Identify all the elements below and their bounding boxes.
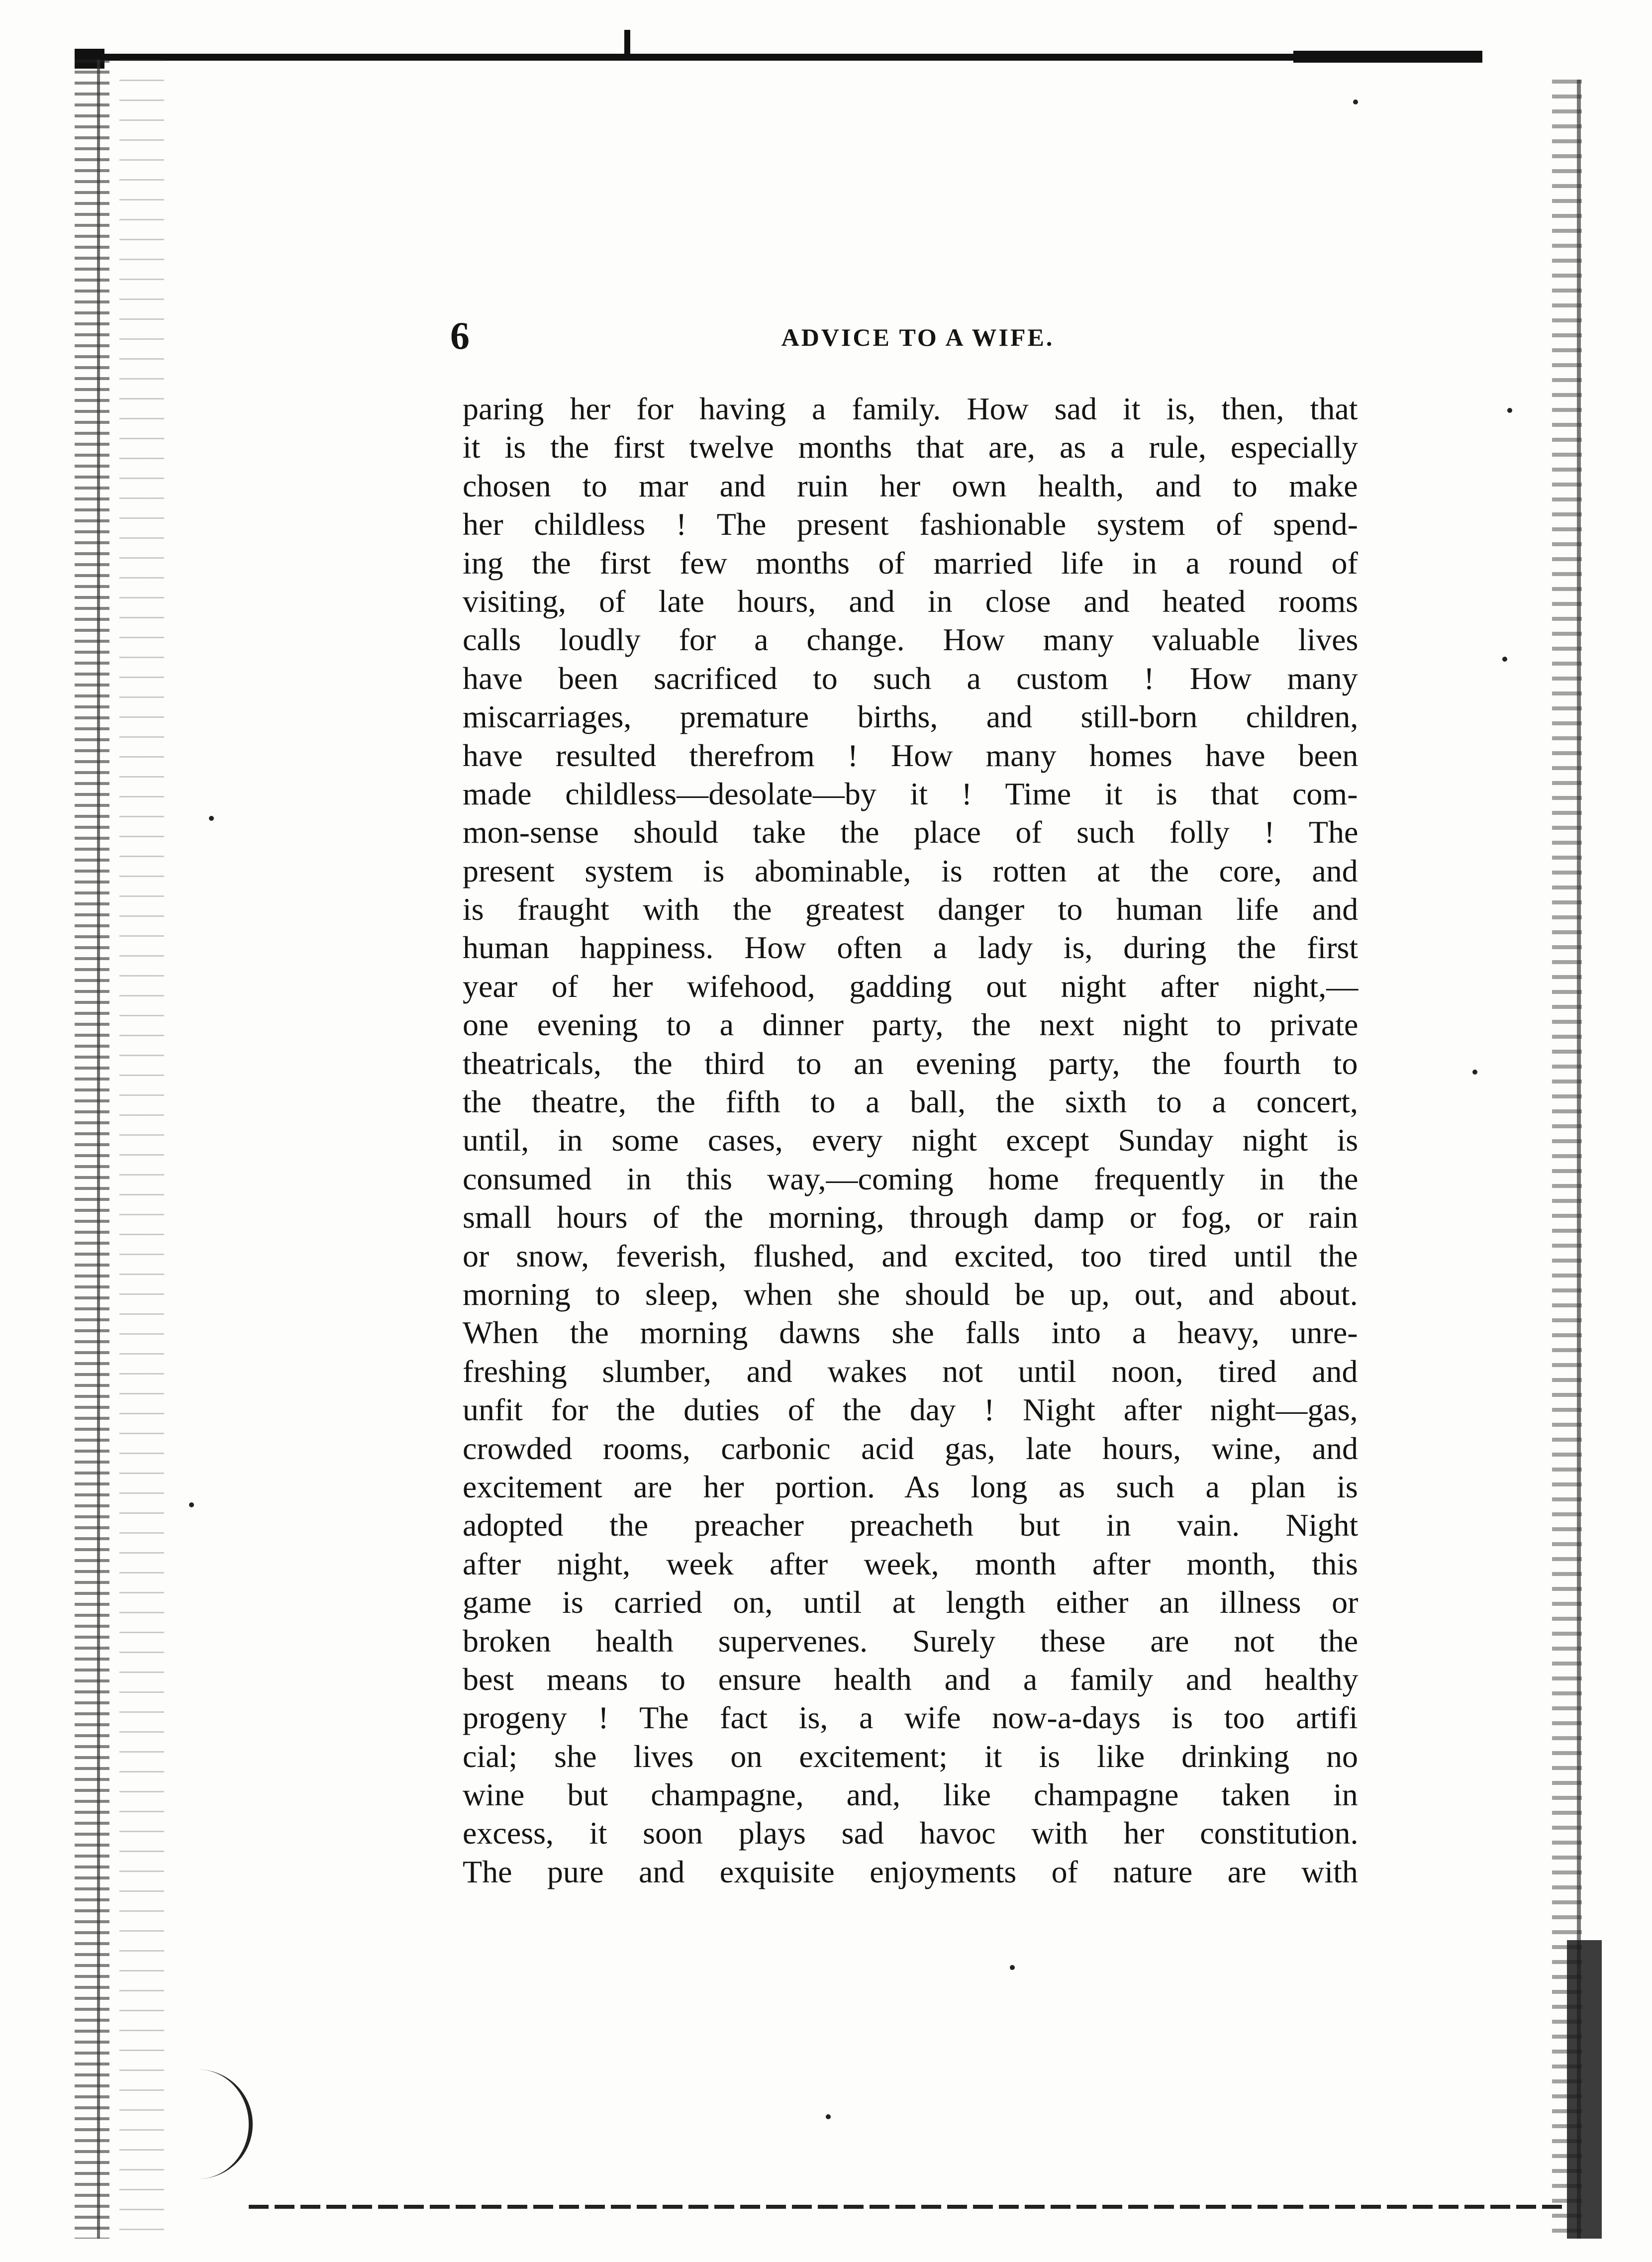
left-margin-speckle <box>119 60 164 2239</box>
stray-speck <box>1472 1070 1477 1075</box>
text-line: adopted the preacher preacheth but in vain. Night <box>463 1507 1359 1543</box>
text-line: morning to sleep, when she should be up, out, and about. <box>463 1276 1358 1312</box>
text-line: cial; she lives on excitement; it is like drinking no <box>463 1738 1358 1774</box>
text-line: present system is abominable, is rotten at the core, and <box>463 853 1358 888</box>
text-line: one evening to a dinner party, the next night to private <box>463 1007 1359 1043</box>
stray-speck <box>1502 657 1507 662</box>
running-title: ADVICE TO A WIFE. <box>781 323 1055 351</box>
text-line: ing the first few months of married life in a round of <box>463 545 1358 581</box>
right-bottom-shadow <box>1567 1940 1602 2239</box>
text-line: calls loudly for a change. How many valuable lives <box>463 622 1359 658</box>
stray-speck <box>189 1502 194 1507</box>
text-line: her childless ! The present fashionable system of spend- <box>463 506 1358 542</box>
stray-speck <box>826 2114 831 2119</box>
text-line: excitement are her portion. As long as such a plan is <box>463 1469 1358 1504</box>
text-line: excess, it soon plays sad havoc with her constitution. <box>463 1815 1359 1851</box>
text-line: best means to ensure health and a family and healthy <box>463 1661 1359 1697</box>
bottom-border-rule <box>249 2205 1567 2209</box>
text-line: consumed in this way,—coming home frequently in the <box>463 1161 1359 1196</box>
left-edge-line <box>97 60 100 2239</box>
running-head <box>450 313 1385 358</box>
text-line: the theatre, the fifth to a ball, the sixth to a concert, <box>463 1084 1358 1120</box>
top-rule-tab <box>624 30 630 60</box>
text-line: game is carried on, until at length either an illness or <box>463 1584 1359 1620</box>
text-line: miscarriages, premature births, and still-born children, <box>463 699 1359 735</box>
text-line: crowded rooms, carbonic acid gas, late hours, wine, and <box>463 1430 1358 1466</box>
text-line: paring her for having a family. How sad it is, then, that <box>463 391 1358 426</box>
text-line: theatricals, the third to an evening party, the fourth to <box>463 1045 1358 1081</box>
text-line: it is the first twelve months that are, as a rule, especially <box>463 429 1358 465</box>
text-line: broken health supervenes. Surely these are not the <box>463 1623 1359 1659</box>
text-line: year of her wifehood, gadding out night after night,— <box>463 968 1359 1004</box>
text-line: freshing slumber, and wakes not until noon, tired and <box>463 1353 1358 1389</box>
text-line: small hours of the morning, through damp or fog, or rain <box>463 1199 1358 1235</box>
body-text <box>463 390 1358 1891</box>
text-line: made childless—desolate—by it ! Time it is that com- <box>463 776 1358 811</box>
text-line: wine but champagne, and, like champagne taken in <box>463 1777 1358 1813</box>
top-right-rule-thick <box>1293 51 1482 63</box>
text-line: until, in some cases, every night except Sunday night is <box>463 1122 1359 1158</box>
text-line: mon-sense should take the place of such folly ! The <box>463 814 1359 850</box>
text-line: visiting, of late hours, and in close and heated rooms <box>463 583 1359 619</box>
text-line: or snow, feverish, flushed, and excited, too tired until the <box>463 1238 1358 1274</box>
text-line: When the morning dawns she falls into a heavy, unre- <box>463 1315 1358 1351</box>
left-binding-edge <box>75 60 109 2239</box>
stray-speck <box>209 816 214 821</box>
text-line: after night, week after week, month after month, this <box>463 1546 1358 1581</box>
stray-speck <box>1010 1965 1015 1970</box>
bottom-left-arc-mark <box>164 2069 253 2179</box>
stray-speck <box>1507 408 1512 413</box>
text-line: The pure and exquisite enjoyments of nature are with <box>463 1854 1358 1889</box>
text-line: human happiness. How often a lady is, during the first <box>463 930 1359 966</box>
text-line: is fraught with the greatest danger to human life and <box>463 891 1359 927</box>
right-edge-line <box>1577 80 1581 2239</box>
text-line: have resulted therefrom ! How many homes have been <box>463 737 1359 773</box>
page-number: 6 <box>450 314 470 357</box>
top-border-rule <box>75 54 1482 61</box>
stray-speck <box>1353 99 1358 104</box>
text-line: progeny ! The fact is, a wife now-a-days is too artifi <box>463 1700 1358 1736</box>
text-line: chosen to mar and ruin her own health, and to make <box>463 468 1358 503</box>
text-line: unfit for the duties of the day ! Night after night—gas, <box>463 1392 1358 1428</box>
text-line: have been sacrificed to such a custom ! How many <box>463 660 1358 696</box>
